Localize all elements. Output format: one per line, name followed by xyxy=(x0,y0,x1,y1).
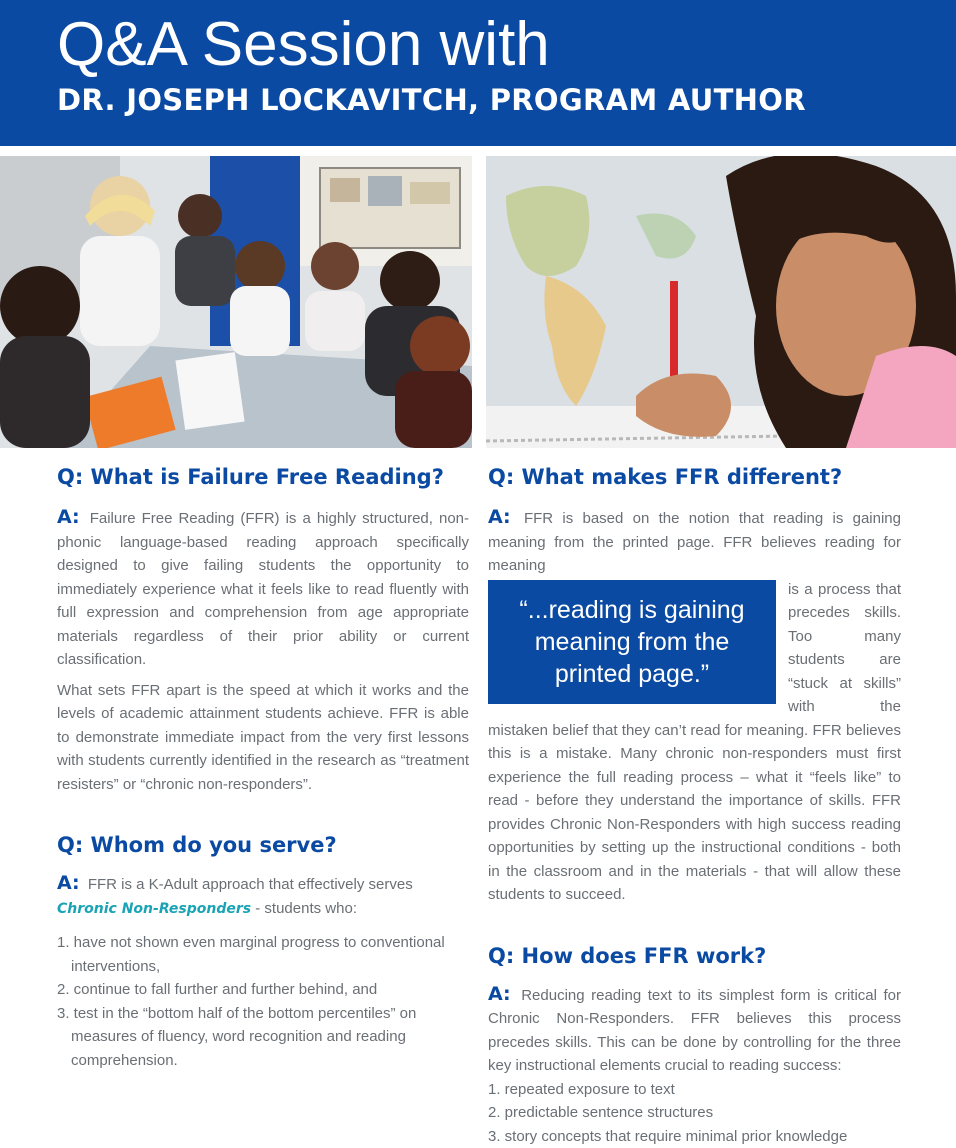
list-item: 3. test in the “bottom half of the bottom percentiles” on measures of fluency, word recognition and reading comprehension. xyxy=(57,1002,469,1073)
answer-what-makes-ffr-different-intro xyxy=(488,506,901,578)
question-what-makes-ffr-different: Q: What makes FFR different? xyxy=(488,462,901,492)
answer-label: A: xyxy=(57,506,80,528)
answer-how-does-ffr-work xyxy=(488,983,901,1078)
answer-label: A: xyxy=(488,983,511,1005)
answer-what-makes-ffr-different-body: is a process that precedes skills. Too many students are “stuck at skills” with the mistaken belief that they can’t read for meaning. FFR believes this is a mistake. Many chronic non-responders must first experience the full reading process – what it “feels like” to read - before they understand the importance of skills. FFR provides Chronic Non-Responders with high success reading opportunities by setting up the instructional conditions - both in the classroom and in the materials - that will allow these students to succeed. xyxy=(488,578,901,907)
left-column xyxy=(57,462,469,1072)
student-criteria-list xyxy=(57,931,469,1072)
answer-whom-do-you-serve xyxy=(57,872,469,921)
classroom-group-photo xyxy=(0,156,472,448)
answer-tail: - students who: xyxy=(251,900,357,917)
pullquote: “...reading is gaining meaning from the printed page.” xyxy=(488,580,776,704)
list-item: 2. predictable sentence structures xyxy=(488,1101,901,1125)
chronic-non-responders-highlight: Chronic Non-Responders xyxy=(57,901,251,917)
answer-text: Reducing reading text to its simplest form is critical for Chronic Non-Responders. FFR believes this process precedes skills. This can be done by controlling for the three key instructional elements crucial to reading success: xyxy=(488,987,901,1075)
right-column xyxy=(488,462,901,1148)
answer-what-is-ffr xyxy=(57,506,469,672)
answer-label: A: xyxy=(57,872,80,894)
page-subtitle: DR. JOSEPH LOCKAVITCH, PROGRAM AUTHOR xyxy=(57,82,806,118)
page-title: Q&A Session with xyxy=(57,10,550,80)
answer-text: Failure Free Reading (FFR) is a highly structured, non-phonic language-based reading approach specifically designed to give failing students the opportunity to immediately experience what it feels like to read fluently with full expression and comprehension from age appropriate materials regardless of their prior ability or current classification. xyxy=(57,510,469,668)
instructional-elements-list xyxy=(488,1078,901,1148)
list-item: 3. story concepts that require minimal prior knowledge xyxy=(488,1125,901,1148)
list-item: 2. continue to fall further and further behind, and xyxy=(57,978,469,1002)
header-banner xyxy=(0,0,956,146)
question-how-does-ffr-work: Q: How does FFR work? xyxy=(488,941,901,971)
list-item: 1. repeated exposure to text xyxy=(488,1078,901,1102)
list-item: 1. have not shown even marginal progress to conventional interventions, xyxy=(57,931,469,978)
paragraph-what-sets-ffr-apart: What sets FFR apart is the speed at which it works and the levels of academic attainment students achieve. FFR is able to demonstrate immediate impact from the very first lessons with students currently identified in the research as “treatment resisters” or “chronic non-responders”. xyxy=(57,679,469,797)
question-what-is-ffr: Q: What is Failure Free Reading? xyxy=(57,462,469,492)
answer-label: A: xyxy=(488,506,511,528)
question-whom-do-you-serve: Q: Whom do you serve? xyxy=(57,830,469,860)
pullquote-wrap xyxy=(488,578,901,907)
answer-text: FFR is based on the notion that reading is gaining meaning from the printed page. FFR believes reading for meaning xyxy=(488,510,901,574)
answer-lead: FFR is a K-Adult approach that effectively serves xyxy=(88,876,413,893)
girl-writing-photo xyxy=(486,156,956,448)
